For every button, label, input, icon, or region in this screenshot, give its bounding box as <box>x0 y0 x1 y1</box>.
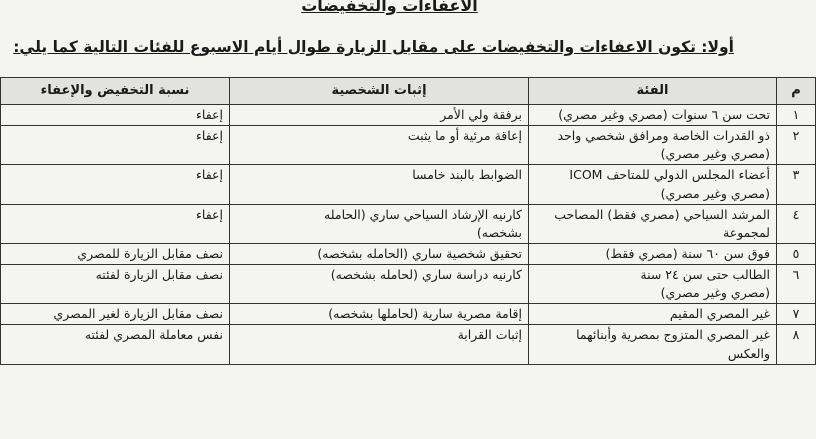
table-body <box>1 105 816 365</box>
identity-line: كارنيه دراسة ساري (لحامله بشخصه) <box>330 267 522 282</box>
category-cell <box>529 243 777 264</box>
row-number: ٦ <box>777 265 816 304</box>
category-cell <box>529 165 777 204</box>
header-number: م <box>777 78 816 105</box>
identity-proof-cell <box>230 265 529 304</box>
category-cell <box>529 126 777 165</box>
discount-cell: نفس معاملة المصري لفئته <box>1 325 230 364</box>
identity-proof-cell <box>230 165 529 204</box>
identity-proof-cell <box>230 105 529 126</box>
identity-line: إثبات القرابة <box>457 327 522 343</box>
row-number: ٧ <box>777 304 816 325</box>
identity-line: برفقة ولي الأمر <box>440 107 522 122</box>
header-identity-proof: إثبات الشخصية <box>230 78 529 105</box>
category-line: المرشد السياحي (مصري فقط) المصاحب <box>554 206 770 222</box>
identity-proof-cell <box>230 304 529 325</box>
discount-cell: نصف مقابل الزيارة لغير المصري <box>1 304 230 325</box>
row-number: ٥ <box>777 243 816 264</box>
identity-line: كارنيه الإرشاد السياحي ساري (الحامله <box>324 206 522 222</box>
discount-cell: إعفاء <box>1 165 230 204</box>
table-row <box>1 126 816 165</box>
category-cell <box>529 105 777 126</box>
identity-proof-cell <box>230 325 529 364</box>
category-cell <box>529 204 777 243</box>
row-number: ٢ <box>777 126 816 165</box>
identity-line: بشخصه) <box>476 224 522 240</box>
category-line: غير المصري المقيم <box>669 306 770 322</box>
discount-cell: نصف مقابل الزيارة لفئته <box>1 265 230 304</box>
row-number: ٨ <box>777 325 816 364</box>
identity-line: الضوابط بالبند خامسا <box>412 167 522 183</box>
category-line: الطالب حتى سن ٢٤ سنة <box>640 267 770 282</box>
identity-line: إعاقة مرئية أو ما يثبت <box>407 128 522 144</box>
header-discount-rate: نسبة التخفيض والإعفاء <box>1 78 230 105</box>
identity-line: تحقيق شخصية ساري (الحامله بشخصه) <box>317 245 522 261</box>
category-line: (مصري وغير مصري) <box>660 285 770 301</box>
table-row <box>1 105 816 126</box>
identity-proof-cell <box>230 204 529 243</box>
category-line: ذو القدرات الخاصة ومرافق شخصي واحد <box>557 128 770 144</box>
identity-proof-cell <box>230 243 529 264</box>
category-line: (مصري وغير مصري) <box>660 146 770 162</box>
table-row <box>1 204 816 243</box>
exemptions-table <box>0 77 816 365</box>
discount-cell: إعفاء <box>1 105 230 126</box>
page-title <box>0 0 779 15</box>
row-number: ٣ <box>777 165 816 204</box>
header-category: الفئة <box>529 78 777 105</box>
table-row <box>1 243 816 264</box>
table-header-row <box>1 78 816 105</box>
table-row <box>1 165 816 204</box>
row-number: ١ <box>777 105 816 126</box>
category-line: (مصري وغير مصري) <box>660 185 770 201</box>
page-title-text: الاعفاءات والتخفيضات <box>301 0 478 15</box>
category-cell <box>529 265 777 304</box>
section-heading: أولا: تكون الاعفاءات والتخفيضات على مقابل الزيارة طوال أيام الاسبوع للفئات التالية كما يلي: <box>13 38 734 56</box>
discount-cell: إعفاء <box>1 126 230 165</box>
row-number: ٤ <box>777 204 816 243</box>
identity-proof-cell <box>230 126 529 165</box>
table-row <box>1 325 816 364</box>
category-line: غير المصري المتزوج بمصرية وأبنائهما والعكس <box>576 327 770 361</box>
identity-line: إقامة مصرية سارية (لحاملها بشخصه) <box>328 306 522 322</box>
discount-cell: إعفاء <box>1 204 230 243</box>
category-line: أعضاء المجلس الدولي للمتاحف ICOM <box>569 167 770 183</box>
category-line: لمجموعة <box>723 224 770 240</box>
category-line: فوق سن ٦٠ سنة (مصري فقط) <box>605 245 770 261</box>
category-cell <box>529 325 777 364</box>
table-row <box>1 265 816 304</box>
discount-cell: نصف مقابل الزيارة للمصري <box>1 243 230 264</box>
table-row <box>1 304 816 325</box>
category-line: تحت سن ٦ سنوات (مصري وغير مصري) <box>558 107 770 122</box>
category-cell <box>529 304 777 325</box>
